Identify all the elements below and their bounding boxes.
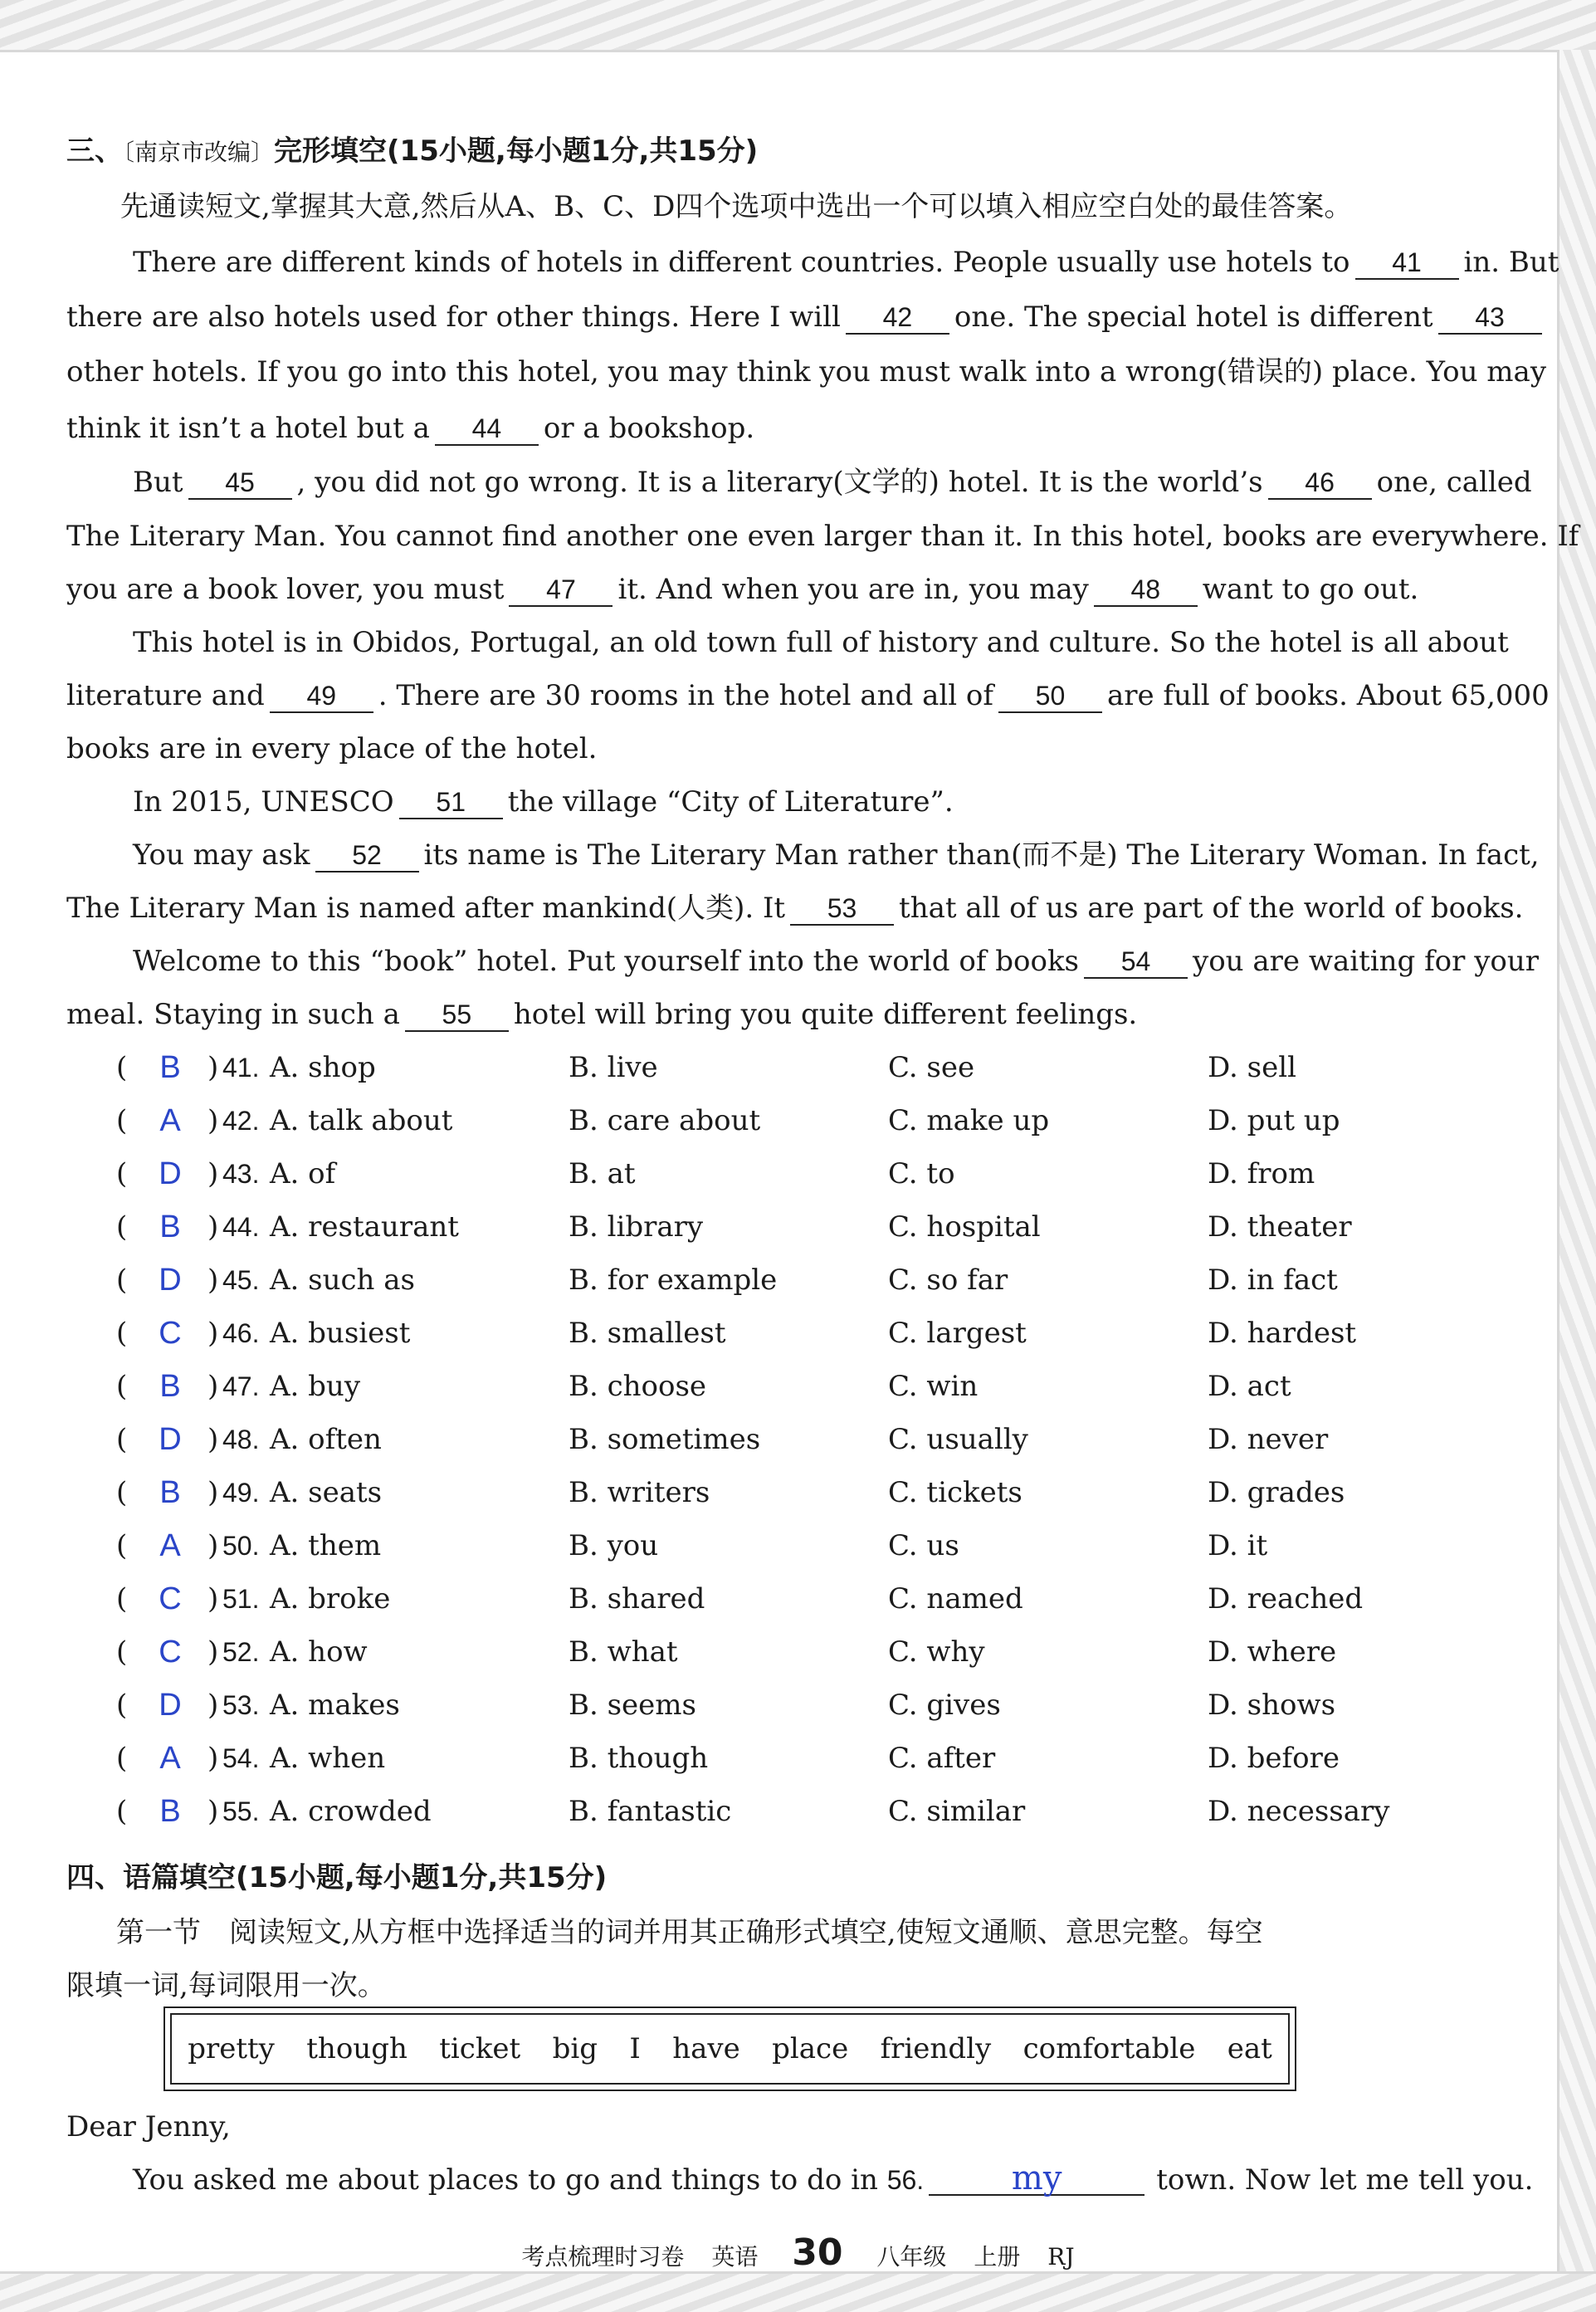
passage-line: You may ask 52 its name is The Literary Man rather than(而不是) The Literary Woman. In fact, — [133, 838, 1540, 872]
option-c: C. why — [888, 1635, 985, 1669]
close-paren: ) — [207, 1476, 219, 1509]
option-a: A. talk about — [270, 1104, 453, 1137]
option-c: C. see — [888, 1051, 975, 1084]
blank-50: 50 — [998, 680, 1102, 713]
option-b: B. live — [569, 1051, 658, 1084]
blank-49: 49 — [270, 680, 373, 713]
option-a: A. when — [270, 1742, 386, 1775]
option-c: C. to — [888, 1157, 955, 1190]
word-box-item: comfortable — [1023, 2032, 1196, 2065]
page-frame-bottom — [0, 2271, 1596, 2312]
blank-56-number: 56. — [886, 2165, 925, 2195]
open-paren: ( — [116, 1742, 128, 1775]
passage-line: This hotel is in Obidos, Portugal, an old town full of history and culture. So the hotel is all about — [133, 626, 1509, 659]
footer-subject: 英语 — [711, 2243, 759, 2270]
option-a: A. them — [270, 1529, 382, 1562]
page-footer — [0, 2231, 1596, 2274]
open-paren: ( — [116, 1051, 128, 1084]
option-a: A. crowded — [270, 1795, 432, 1828]
close-paren: ) — [207, 1795, 219, 1828]
word-box-item: big — [552, 2032, 598, 2065]
close-paren: ) — [207, 1635, 219, 1669]
page-number: 30 — [792, 2231, 843, 2274]
question-number: 43. — [222, 1159, 260, 1189]
answer-mark: C — [159, 1635, 182, 1669]
question-row — [116, 1048, 1486, 1088]
blank-52: 52 — [315, 839, 419, 872]
option-c: C. win — [888, 1370, 979, 1403]
blank-41: 41 — [1355, 247, 1459, 280]
option-c: C. largest — [888, 1317, 1027, 1350]
answer-mark: B — [159, 1369, 181, 1404]
open-paren: ( — [116, 1635, 128, 1669]
passage-line: But 45 , you did not go wrong. It is a literary(文学的) hotel. It is the world’s 46 one, called — [133, 466, 1532, 499]
option-b: B. sometimes — [569, 1423, 761, 1456]
option-b: B. what — [569, 1635, 678, 1669]
blank-43: 43 — [1438, 301, 1542, 335]
question-number: 49. — [222, 1478, 260, 1508]
option-c: C. make up — [888, 1104, 1050, 1137]
blank-51: 51 — [399, 786, 503, 819]
section3-title: 完形填空(15小题,每小题1分,共15分) — [274, 134, 759, 168]
passage-line: There are different kinds of hotels in different countries. People usually use hotels to 41 in. But — [133, 246, 1559, 279]
question-row — [116, 1738, 1486, 1778]
question-row — [116, 1154, 1486, 1194]
option-d: D. where — [1208, 1635, 1337, 1669]
passage-line: other hotels. If you go into this hotel, you may think you must walk into a wrong(错误的) place. You may — [66, 355, 1547, 389]
close-paren: ) — [207, 1370, 219, 1403]
option-b: B. you — [569, 1529, 659, 1562]
option-a: A. how — [270, 1635, 368, 1669]
footer-grade: 八年级 — [876, 2243, 947, 2270]
word-box-item: eat — [1227, 2032, 1272, 2065]
footer-volume: 上册 — [974, 2243, 1021, 2270]
question-row — [116, 1366, 1486, 1406]
option-c: C. usually — [888, 1423, 1028, 1456]
option-d: D. never — [1208, 1423, 1329, 1456]
option-b: B. shared — [569, 1582, 705, 1615]
option-a: A. of — [270, 1157, 336, 1190]
option-a: A. makes — [270, 1689, 400, 1722]
answer-mark: D — [159, 1263, 182, 1298]
close-paren: ) — [207, 1104, 219, 1137]
blank-55: 55 — [405, 999, 509, 1032]
question-row — [116, 1313, 1486, 1353]
passage-line: books are in every place of the hotel. — [66, 732, 598, 765]
answer-mark: B — [159, 1210, 181, 1244]
passage-line: you are a book lover, you must 47 it. And when you are in, you may 48 want to go out. — [66, 573, 1419, 606]
question-number: 52. — [222, 1637, 260, 1667]
word-box-item: ticket — [439, 2032, 521, 2065]
option-d: D. act — [1208, 1370, 1291, 1403]
word-box-item: have — [672, 2032, 740, 2065]
option-d: D. from — [1208, 1157, 1315, 1190]
passage-line: The Literary Man. You cannot find another one even larger than it. In this hotel, books are everywhere. If — [66, 520, 1579, 553]
section3-heading — [66, 131, 758, 173]
letter-salutation: Dear Jenny, — [66, 2110, 231, 2143]
close-paren: ) — [207, 1742, 219, 1775]
option-c: C. so far — [888, 1264, 1008, 1297]
word-box-item: I — [629, 2032, 641, 2065]
section4-heading: 四、语篇填空(15小题,每小题1分,共15分) — [66, 1861, 608, 1894]
open-paren: ( — [116, 1476, 128, 1509]
answer-mark: D — [159, 1422, 182, 1457]
open-paren: ( — [116, 1795, 128, 1828]
blank-47: 47 — [509, 574, 613, 607]
section3-source: 〔南京市改编〕 — [123, 139, 275, 166]
answer-mark: A — [159, 1103, 181, 1138]
word-box-item: though — [306, 2032, 408, 2065]
option-a: A. shop — [270, 1051, 376, 1084]
letter-line: You asked me about places to go and things to do in 56. my town. Now let me tell you. — [133, 2159, 1534, 2197]
close-paren: ) — [207, 1210, 219, 1244]
open-paren: ( — [116, 1104, 128, 1137]
close-paren: ) — [207, 1529, 219, 1562]
option-b: B. writers — [569, 1476, 710, 1509]
question-number: 48. — [222, 1425, 260, 1454]
open-paren: ( — [116, 1370, 128, 1403]
section4-instruction: 限填一词,每词限用一次。 — [66, 1969, 386, 2002]
question-row — [116, 1526, 1486, 1566]
close-paren: ) — [207, 1689, 219, 1722]
passage-line: The Literary Man is named after mankind(人类). It 53 that all of us are part of the world of books. — [66, 892, 1524, 925]
question-number: 55. — [222, 1796, 260, 1826]
open-paren: ( — [116, 1689, 128, 1722]
question-number: 46. — [222, 1318, 260, 1348]
footer-edition: RJ — [1047, 2243, 1075, 2270]
option-c: C. hospital — [888, 1210, 1041, 1244]
blank-44: 44 — [435, 413, 539, 446]
word-box-item: friendly — [880, 2032, 992, 2065]
option-d: D. necessary — [1208, 1795, 1390, 1828]
option-d: D. sell — [1208, 1051, 1296, 1084]
blank-46: 46 — [1268, 467, 1372, 500]
open-paren: ( — [116, 1423, 128, 1456]
answer-mark: B — [159, 1475, 181, 1510]
page-frame-top — [0, 0, 1596, 52]
question-number: 54. — [222, 1743, 260, 1773]
blank-54: 54 — [1084, 946, 1188, 979]
option-b: B. at — [569, 1157, 636, 1190]
option-b: B. fantastic — [569, 1795, 732, 1828]
answer-mark: C — [159, 1316, 182, 1351]
option-d: D. put up — [1208, 1104, 1340, 1137]
question-number: 50. — [222, 1531, 260, 1561]
option-a: A. restaurant — [270, 1210, 459, 1244]
question-row — [116, 1632, 1486, 1672]
close-paren: ) — [207, 1317, 219, 1350]
question-number: 45. — [222, 1265, 260, 1295]
open-paren: ( — [116, 1529, 128, 1562]
close-paren: ) — [207, 1264, 219, 1297]
option-c: C. similar — [888, 1795, 1026, 1828]
option-c: C. named — [888, 1582, 1023, 1615]
option-d: D. it — [1208, 1529, 1268, 1562]
blank-42: 42 — [846, 301, 949, 335]
footer-book: 考点梳理时习卷 — [521, 2243, 685, 2270]
option-b: B. care about — [569, 1104, 761, 1137]
question-row — [116, 1207, 1486, 1247]
open-paren: ( — [116, 1264, 128, 1297]
blank-53: 53 — [790, 892, 894, 926]
question-row — [116, 1260, 1486, 1300]
answer-mark: A — [159, 1528, 181, 1563]
question-number: 41. — [222, 1053, 260, 1083]
close-paren: ) — [207, 1423, 219, 1456]
option-a: A. such as — [270, 1264, 415, 1297]
word-box-item: place — [772, 2032, 849, 2065]
answer-mark: B — [159, 1050, 181, 1085]
passage-line: there are also hotels used for other things. Here I will 42 one. The special hotel is different 43 — [66, 297, 1547, 337]
option-d: D. before — [1208, 1742, 1340, 1775]
word-box-item: pretty — [188, 2032, 275, 2065]
option-d: D. grades — [1208, 1476, 1345, 1509]
section4-instruction: 第一节 阅读短文,从方框中选择适当的词并用其正确形式填空,使短文通顺、意思完整。每空 — [116, 1916, 1263, 1949]
question-number: 47. — [222, 1371, 260, 1401]
question-number: 44. — [222, 1212, 260, 1242]
option-c: C. us — [888, 1529, 959, 1562]
option-a: A. busiest — [270, 1317, 411, 1350]
question-row — [116, 1791, 1486, 1831]
option-a: A. broke — [270, 1582, 391, 1615]
open-paren: ( — [116, 1210, 128, 1244]
passage-line: In 2015, UNESCO 51 the village “City of Literature”. — [133, 785, 954, 819]
close-paren: ) — [207, 1157, 219, 1190]
passage-line: meal. Staying in such a 55 hotel will bring you quite different feelings. — [66, 998, 1138, 1031]
question-row — [116, 1101, 1486, 1141]
section3-instruction: 先通读短文,掌握其大意,然后从A、B、C、D四个选项中选出一个可以填入相应空白处的最佳答案。 — [120, 190, 1353, 223]
question-row — [116, 1473, 1486, 1513]
answer-mark: B — [159, 1794, 181, 1829]
option-b: B. choose — [569, 1370, 707, 1403]
question-number: 51. — [222, 1584, 260, 1614]
answer-mark: A — [159, 1741, 181, 1776]
question-row — [116, 1579, 1486, 1619]
option-d: D. hardest — [1208, 1317, 1357, 1350]
word-box — [170, 2013, 1290, 2085]
open-paren: ( — [116, 1317, 128, 1350]
answer-mark: D — [159, 1156, 182, 1191]
close-paren: ) — [207, 1051, 219, 1084]
answer-mark: C — [159, 1581, 182, 1616]
option-a: A. seats — [270, 1476, 383, 1509]
section3-prefix: 三、 — [66, 134, 123, 168]
option-b: B. though — [569, 1742, 709, 1775]
option-b: B. for example — [569, 1264, 778, 1297]
blank-56-answer: my — [929, 2163, 1145, 2196]
passage-line: think it isn’t a hotel but a 44 or a bookshop. — [66, 412, 755, 445]
question-number: 42. — [222, 1106, 260, 1136]
option-c: C. after — [888, 1742, 996, 1775]
open-paren: ( — [116, 1582, 128, 1615]
blank-45: 45 — [188, 467, 292, 500]
option-c: C. gives — [888, 1689, 1001, 1722]
option-d: D. theater — [1208, 1210, 1352, 1244]
option-d: D. in fact — [1208, 1264, 1338, 1297]
blank-48: 48 — [1094, 574, 1198, 607]
option-b: B. smallest — [569, 1317, 726, 1350]
question-row — [116, 1685, 1486, 1725]
option-b: B. library — [569, 1210, 704, 1244]
answer-mark: D — [159, 1688, 182, 1723]
option-d: D. reached — [1208, 1582, 1364, 1615]
option-d: D. shows — [1208, 1689, 1336, 1722]
option-a: A. buy — [270, 1370, 361, 1403]
option-b: B. seems — [569, 1689, 696, 1722]
question-number: 53. — [222, 1690, 260, 1720]
option-c: C. tickets — [888, 1476, 1023, 1509]
open-paren: ( — [116, 1157, 128, 1190]
passage-line: literature and 49 . There are 30 rooms in the hotel and all of 50 are full of books. About 65,000 — [66, 679, 1550, 712]
page-frame-right — [1557, 50, 1596, 2274]
passage-line: Welcome to this “book” hotel. Put yourself into the world of books 54 you are waiting for your — [133, 945, 1540, 978]
question-row — [116, 1420, 1486, 1459]
option-a: A. often — [270, 1423, 382, 1456]
close-paren: ) — [207, 1582, 219, 1615]
